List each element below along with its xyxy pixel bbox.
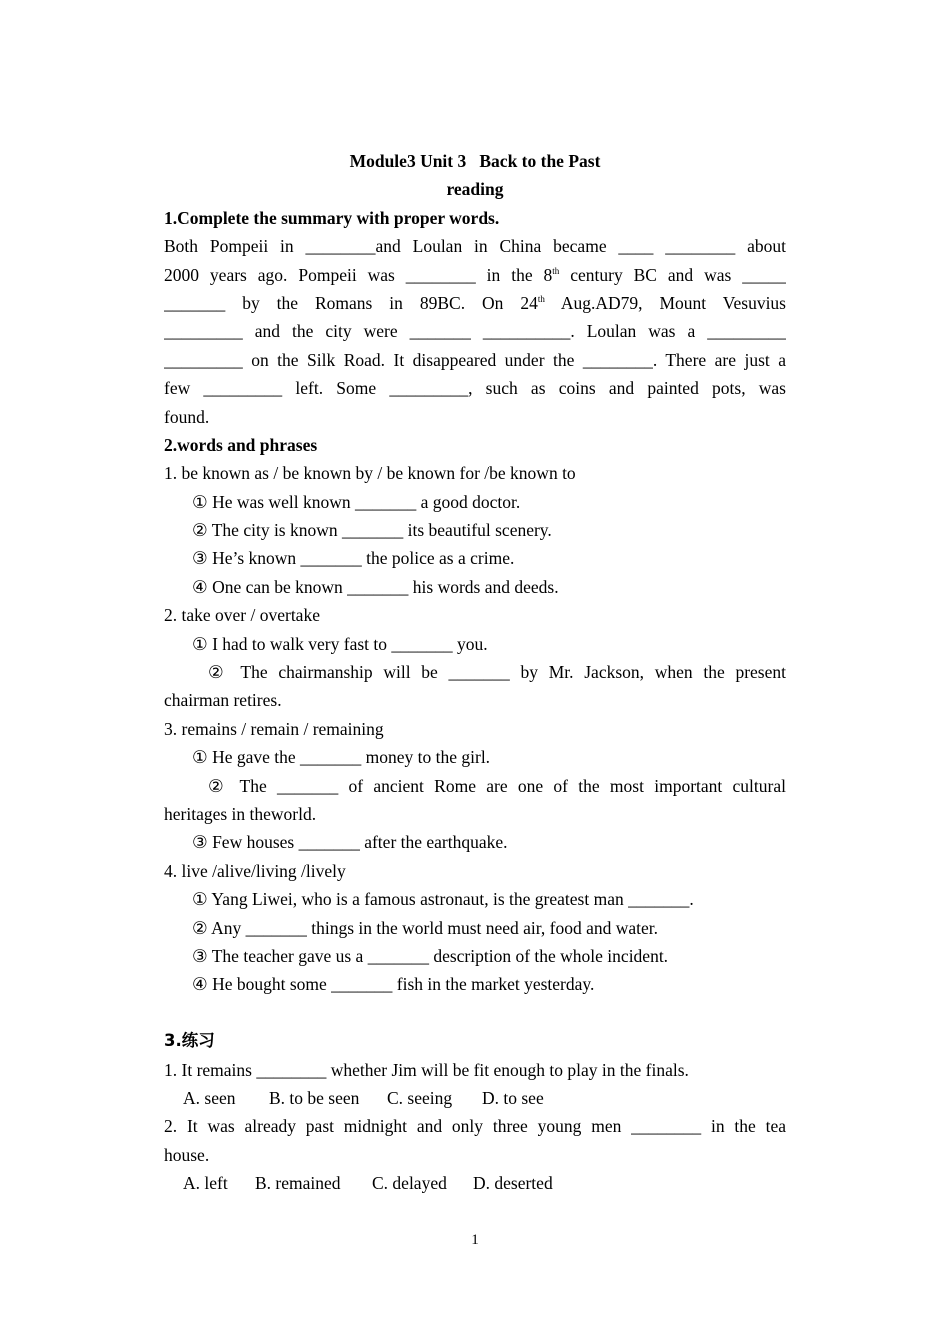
summary-line: [164, 261, 786, 289]
question-item: ② The _______ of ancient Rome are one of the most important cultural: [208, 775, 786, 796]
page-title: Module3 Unit 3 Back to the Past: [349, 151, 601, 171]
spacer: [164, 999, 786, 1027]
summary-line: _________ on the Silk Road. It disappeared under the ________. There are just a: [164, 349, 786, 370]
exercise-stem: 2. It was already past midnight and only three young men ________ in the tea: [164, 1116, 786, 1137]
summary-text: Aug.AD79, Mount Vesuvius: [544, 292, 786, 313]
summary-text: 2000 years ago. Pompeii was ________ in the 8: [164, 264, 553, 285]
question-item: ① He gave the _______ money to the girl.: [192, 747, 491, 768]
question-title: 1. be known as / be known by / be known for /be known to: [164, 463, 576, 484]
question-item: ① I had to walk very fast to _______ you.: [192, 633, 488, 654]
summary-line: found.: [164, 406, 210, 427]
section1-heading: 1.Complete the summary with proper words.: [164, 207, 500, 228]
question-title: 2. take over / overtake: [164, 605, 320, 626]
option-c: C. seeing: [387, 1087, 453, 1108]
question-item: ② The chairmanship will be _______ by Mr. Jackson, when the present: [208, 662, 786, 683]
option-a: A. seen: [183, 1087, 236, 1108]
question-item: ① Yang Liwei, who is a famous astronaut, is the greatest man _______.: [192, 889, 694, 910]
page-subtitle: reading: [446, 179, 504, 200]
question-item: ③ He’s known _______ the police as a crime.: [192, 548, 515, 569]
question-item: ④ He bought some _______ fish in the market yesterday.: [192, 974, 595, 995]
option-a: A. left: [183, 1173, 228, 1194]
option-b: B. remained: [255, 1173, 341, 1194]
document-page: [164, 147, 786, 1197]
summary-text: century BC and was _____: [559, 264, 786, 285]
summary-line: _________ and the city were _______ __________. Loulan was a _________: [164, 321, 786, 342]
question-title: 3. remains / remain / remaining: [164, 718, 384, 739]
section3-heading: 3.练习: [164, 1031, 215, 1051]
exercise-options: [164, 1084, 786, 1112]
question-item-continuation: chairman retires.: [164, 690, 282, 711]
option-b: B. to be seen: [269, 1087, 360, 1108]
question-item: ② Any _______ things in the world must need air, food and water.: [192, 917, 659, 938]
option-d: D. to see: [482, 1087, 544, 1108]
question-item: ③ Few houses _______ after the earthquake.: [192, 832, 508, 853]
section2-heading: 2.words and phrases: [164, 434, 318, 455]
summary-line: [164, 289, 786, 317]
option-c: C. delayed: [372, 1173, 447, 1194]
question-item-continuation: heritages in theworld.: [164, 803, 317, 824]
summary-line: Both Pompeii in ________and Loulan in China became ____ ________ about: [164, 236, 786, 257]
option-d: D. deserted: [473, 1173, 553, 1194]
question-item: ① He was well known _______ a good doctor.: [192, 491, 521, 512]
question-item: ③ The teacher gave us a _______ description of the whole incident.: [192, 945, 669, 966]
summary-line: few _________ left. Some _________, such as coins and painted pots, was: [164, 378, 786, 399]
exercise-stem-continuation: house.: [164, 1144, 210, 1165]
exercise-options: [164, 1169, 786, 1197]
question-item: ② The city is known _______ its beautiful scenery.: [192, 520, 552, 541]
superscript: th: [552, 265, 560, 276]
exercise-stem: 1. It remains ________ whether Jim will be fit enough to play in the finals.: [164, 1059, 689, 1080]
question-title: 4. live /alive/living /lively: [164, 860, 346, 881]
summary-text: _______ by the Romans in 89BC. On 24: [164, 292, 538, 313]
superscript: th: [537, 293, 545, 304]
page-number: 1: [471, 1232, 479, 1248]
question-item: ④ One can be known _______ his words and deeds.: [192, 576, 559, 597]
